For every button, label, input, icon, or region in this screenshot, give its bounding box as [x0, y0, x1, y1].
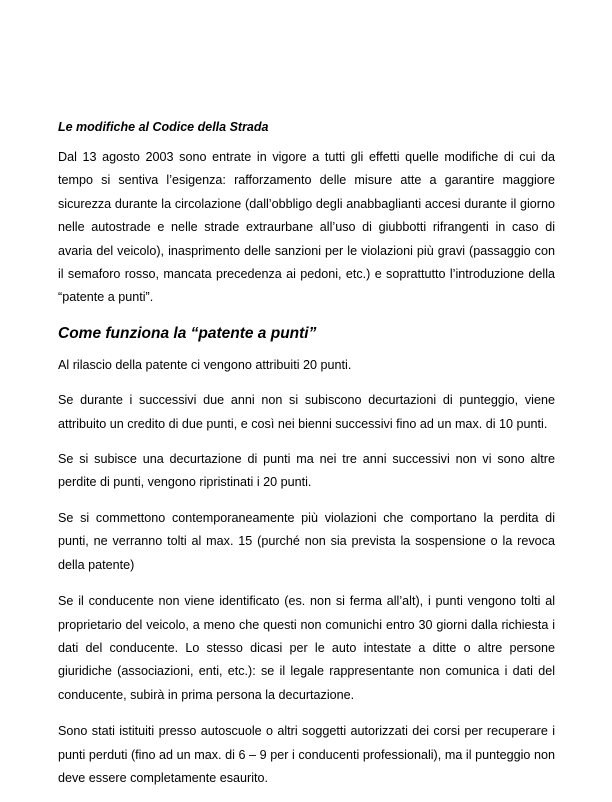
heading-codice-della-strada: Le modifiche al Codice della Strada [58, 120, 269, 134]
heading-patente-a-punti: Come funziona la “patente a punti” [58, 324, 317, 342]
document-page [58, 118, 555, 802]
paragraph-credito: Se durante i successivi due anni non si subiscono decurtazioni di punteggio, viene attribuito un credito di due punti, e così nei bienni successivi fino ad un max. di 10 punti. [58, 393, 555, 431]
paragraph-conducente: Se il conducente non viene identificato (es. non si ferma all’alt), i punti vengono tolti al proprietario del veicolo, a meno che questi non comunichi entro 30 giorni dalla richiesta i dati del conducente. Lo stesso dicasi per le auto intestate a ditte o altre persone giuridiche (associazioni, enti, etc.): se il legale rappresentante non comunica i dati del conducente, subirà in prima persona la decurtazione. [58, 594, 555, 702]
paragraph-rilascio: Al rilascio della patente ci vengono attribuiti 20 punti. [58, 357, 352, 372]
paragraph-corsi: Sono stati istituiti presso autoscuole o altri soggetti autorizzati dei corsi per recuperare i punti perduti (fino ad un max. di 6 – 9 per i conducenti professionali), ma il punteggio non deve essere completamente esaurito. [58, 724, 555, 785]
intro-paragraph: Dal 13 agosto 2003 sono entrate in vigore a tutti gli effetti quelle modifiche di cui da tempo si sentiva l’esigenza: rafforzamento delle misure atte a garantire maggiore sicurezza durante la circolazione (dall’obbligo degli anabbaglianti accesi durante il giorno nelle autostrade e nelle strade extraurbane all’uso di giubbotti rifrangenti in caso di avaria del veicolo), inasprimento delle sanzioni per le violazioni più gravi (passaggio con il semaforo rosso, mancata precedenza ai pedoni, etc.) e soprattutto l’introduzione della “patente a punti”. [58, 150, 555, 305]
paragraph-violazioni: Se si commettono contemporaneamente più violazioni che comportano la perdita di punti, ne verranno tolti al max. 15 (purché non sia prevista la sospensione o la revoca della patente) [58, 510, 555, 572]
paragraph-ripristino: Se si subisce una decurtazione di punti ma nei tre anni successivi non vi sono altre perdite di punti, vengono ripristinati i 20 punti. [58, 452, 555, 490]
